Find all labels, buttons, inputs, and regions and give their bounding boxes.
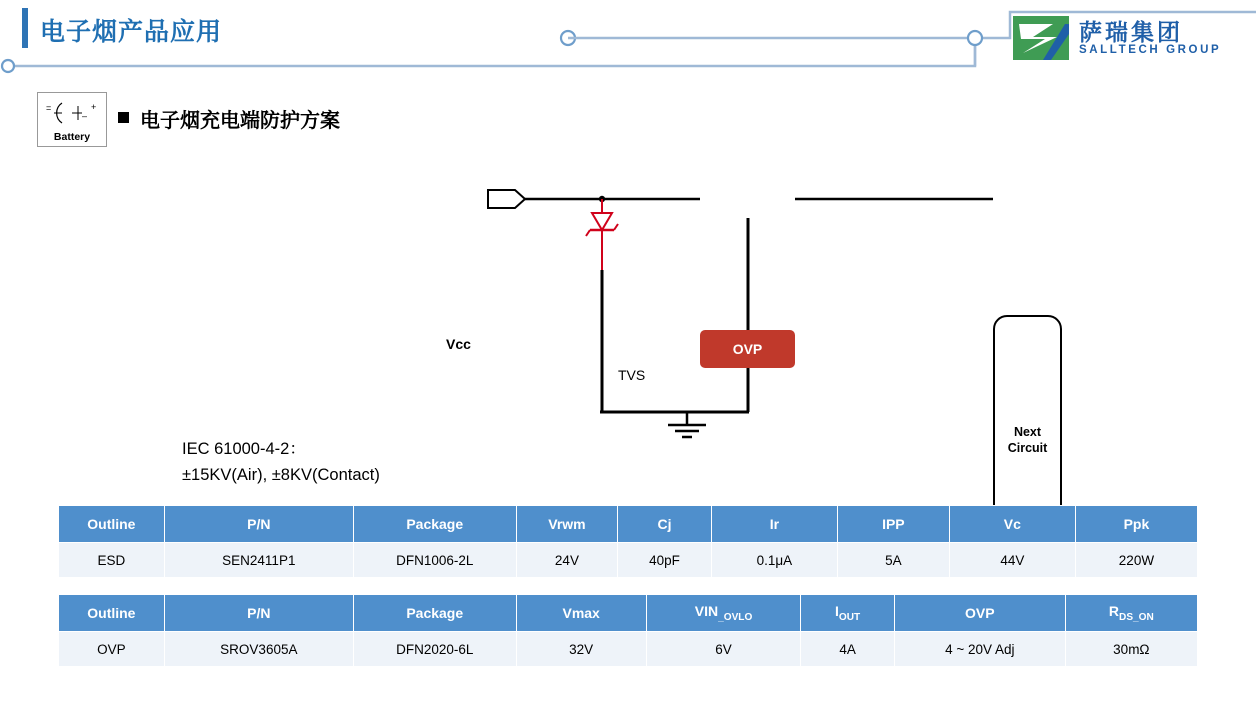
vcc-label: Vcc xyxy=(446,336,471,352)
logo-text xyxy=(1079,20,1221,56)
table-row xyxy=(59,543,1198,578)
company-logo xyxy=(1013,10,1238,66)
ovp-component-block: OVP xyxy=(700,330,795,368)
battery-label: Battery xyxy=(53,131,91,143)
cell-cj: 40pF xyxy=(618,543,712,578)
cell-package: DFN1006-2L xyxy=(353,543,516,578)
svg-text:–: – xyxy=(82,111,88,121)
iout-main: I xyxy=(835,603,839,620)
col-header-outline: Outline xyxy=(59,595,165,632)
cell-ppk: 220W xyxy=(1075,543,1197,578)
col-header-ppk: Ppk xyxy=(1075,506,1197,543)
col-header-ipp: IPP xyxy=(837,506,949,543)
col-header-vc: Vc xyxy=(949,506,1075,543)
ovp-spec-table xyxy=(58,594,1198,667)
vin-main: VIN xyxy=(694,603,719,620)
rds-main: R xyxy=(1108,603,1120,620)
circuit-diagram xyxy=(0,150,1256,490)
title-accent-bar xyxy=(22,8,28,48)
iec-note-line2: ±15KV(Air), ±8KV(Contact) xyxy=(182,465,380,484)
tvs-label: TVS xyxy=(618,367,646,383)
next-circuit-line1: Next xyxy=(1013,425,1042,440)
logo-mark-icon xyxy=(1013,16,1069,60)
section-bullet-icon xyxy=(118,112,129,123)
col-header-ovp: OVP xyxy=(894,595,1065,632)
cell-ipp: 5A xyxy=(837,543,949,578)
cell-vc: 44V xyxy=(949,543,1075,578)
cell-pn: SEN2411P1 xyxy=(164,543,353,578)
logo-company-en: SALLTECH GROUP xyxy=(1079,44,1222,57)
page-title: 电子烟产品应用 xyxy=(40,18,223,46)
col-header-pn: P/N xyxy=(164,506,353,543)
cell-ovp: 4 ~ 20V Adj xyxy=(894,632,1065,667)
esd-spec-table xyxy=(58,505,1198,578)
col-header-vmax: Vmax xyxy=(516,595,646,632)
cell-outline: ESD xyxy=(59,543,165,578)
battery-icon-box xyxy=(37,92,107,147)
table-header-row xyxy=(59,595,1198,632)
cell-vrwm: 24V xyxy=(516,543,618,578)
table-header-row xyxy=(59,506,1198,543)
cell-pn: SROV3605A xyxy=(164,632,353,667)
table-row xyxy=(59,632,1198,667)
cell-vin-ovlo: 6V xyxy=(646,632,801,667)
battery-icon xyxy=(38,95,106,127)
cell-outline: OVP xyxy=(59,632,165,667)
col-header-outline: Outline xyxy=(59,506,165,543)
cell-rds-on: 30mΩ xyxy=(1065,632,1197,667)
col-header-vrwm: Vrwm xyxy=(516,506,618,543)
col-header-cj: Cj xyxy=(618,506,712,543)
next-circuit-line2: Circuit xyxy=(1007,441,1048,455)
col-header-pn: P/N xyxy=(164,595,353,632)
col-header-iout xyxy=(801,595,895,632)
col-header-package: Package xyxy=(353,506,516,543)
col-header-ir: Ir xyxy=(711,506,837,543)
iec-note-line1: IEC 61000-4-2： xyxy=(182,440,306,458)
svg-text:=: = xyxy=(46,103,52,113)
col-header-rds-on xyxy=(1065,595,1197,632)
section-heading: 电子烟充电端防护方案 xyxy=(140,110,340,132)
cell-package: DFN2020-6L xyxy=(353,632,516,667)
col-header-vin-ovlo xyxy=(646,595,801,632)
col-header-package: Package xyxy=(353,595,516,632)
cell-iout: 4A xyxy=(801,632,895,667)
cell-ir: 0.1μA xyxy=(711,543,837,578)
page-header xyxy=(0,0,1256,80)
cell-vmax: 32V xyxy=(516,632,646,667)
iout-sub: OUT xyxy=(838,611,861,623)
iec-standard-note xyxy=(182,437,380,488)
vin-sub: _OVLO xyxy=(718,611,753,623)
rds-sub: DS_ON xyxy=(1119,611,1154,623)
svg-text:+: + xyxy=(91,102,97,112)
logo-company-cn: 萨瑞集团 xyxy=(1079,18,1183,45)
